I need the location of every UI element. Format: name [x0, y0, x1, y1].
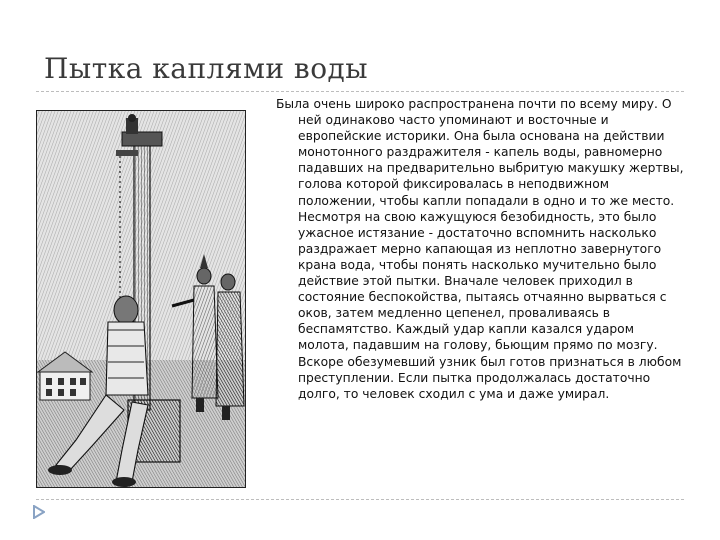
body-paragraph: Была очень широко распространена почти по всему миру. О ней одинаково часто упоминают и восточные и европейские историки. Она была основана на действии монотонного раздражителя - капель воды, равномерно падавших на предварительно выбритую макушку жертвы, голова которой фиксировалась в неподвижном положении, чтобы капли попадали в одно и то же место. Несмотря на свою кажущуюся безобидность, это было ужасное истязание - достаточно вспомнить насколько раздражает мерно капающая из неплотно завернутого крана вода, чтобы понять насколько мучительно было действие этой пытки. Вначале человек приходил в состояние беспокойства, пытаясь отчаянно вырваться с оков, затем медленно цепенел, проваливаясь в беспамятство. Каждый удар капли казался ударом молота, падавшим на голову, бьющим прямо по мозгу. Вскоре обезумевший узник был готов признаться в любом преступлении. Если пытка продолжалась достаточно долго, то человек сходил с ума и даже умирал.: [276, 97, 684, 401]
slide-body: [276, 96, 684, 402]
footer-divider: [36, 499, 684, 500]
triangle-right-icon[interactable]: [33, 505, 45, 519]
slide-title: Пытка каплями воды: [44, 52, 369, 85]
engraving-illustration: [36, 110, 246, 488]
title-divider: [36, 91, 684, 92]
water-torture-engraving: [36, 110, 246, 488]
